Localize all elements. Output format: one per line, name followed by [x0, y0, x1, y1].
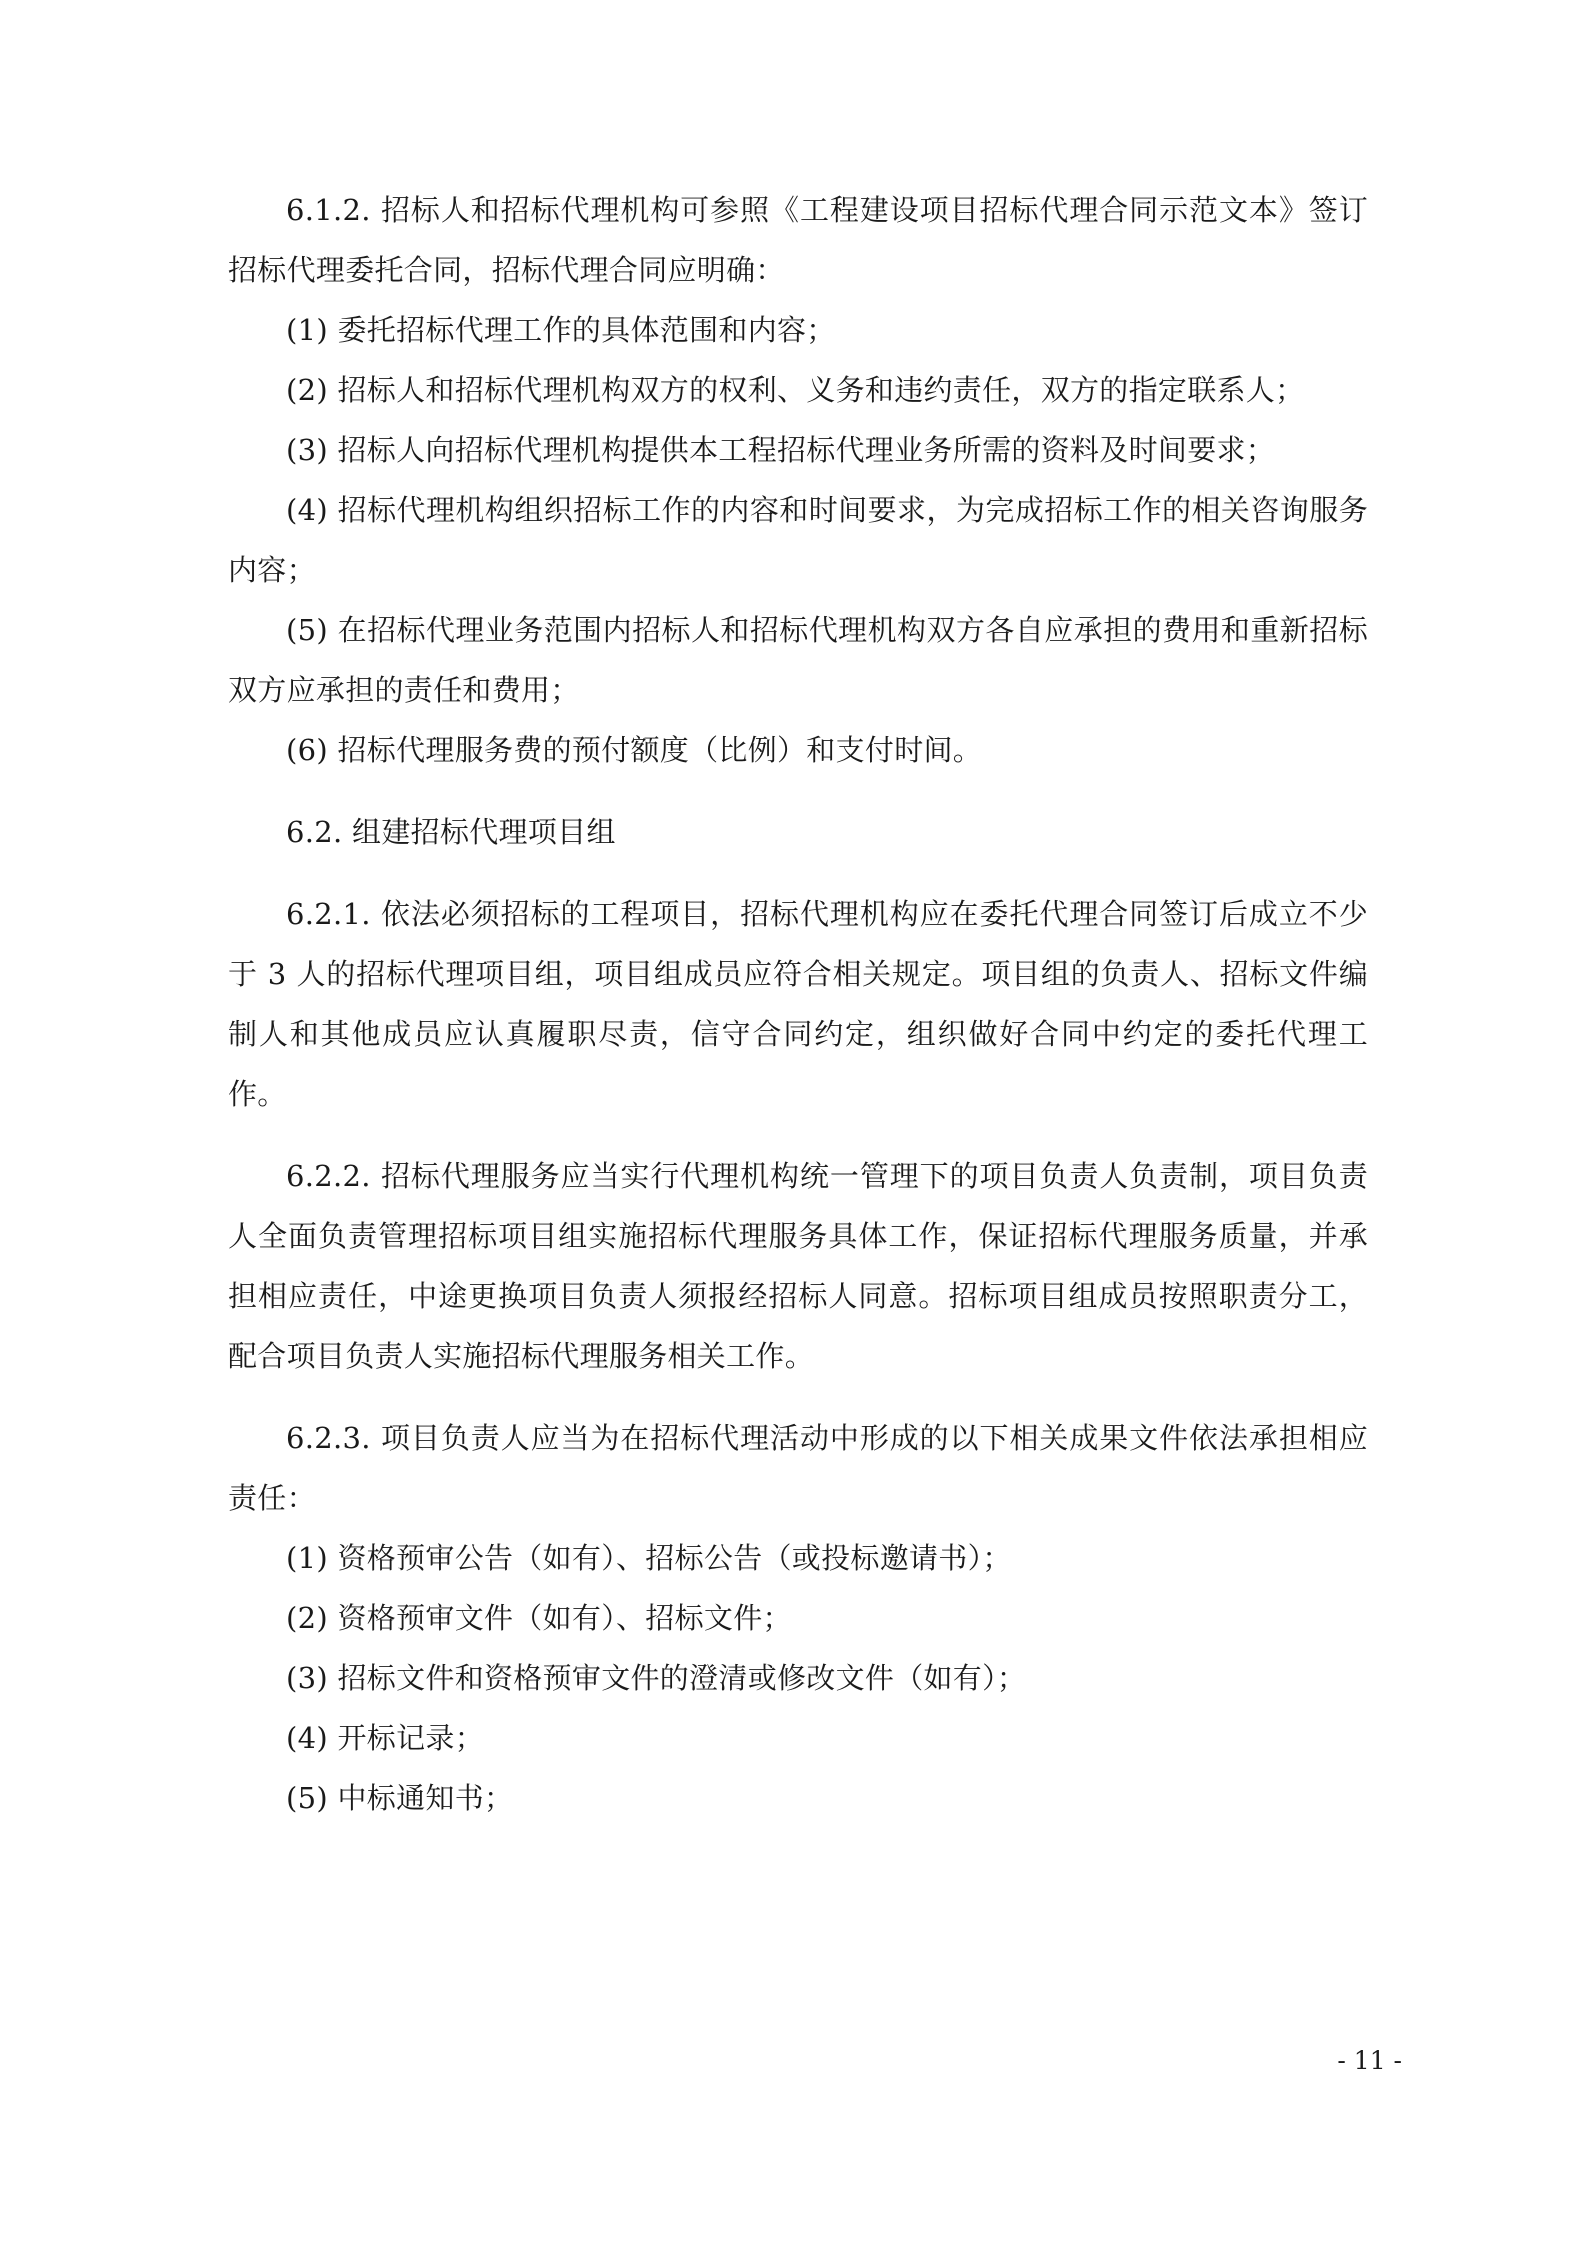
- list-item-6-1-2-1: (1) 委托招标代理工作的具体范围和内容；: [286, 313, 836, 347]
- list-item-6-1-2-6: (6) 招标代理服务费的预付额度（比例）和支付时间。: [286, 733, 983, 767]
- page-number: - 11 -: [1337, 2046, 1402, 2075]
- list-item-6-1-2-3: (3) 招标人向招标代理机构提供本工程招标代理业务所需的资料及时间要求；: [286, 433, 1276, 467]
- list-item-6-2-3-1: (1) 资格预审公告（如有）、招标公告（或投标邀请书）；: [286, 1541, 1012, 1575]
- paragraph-6-1-2: 6.1.2. 招标人和招标代理机构可参照《工程建设项目招标代理合同示范文本》签订招标代理委托合同，招标代理合同应明确：: [228, 193, 1368, 287]
- list-item-6-2-3-2: (2) 资格预审文件（如有）、招标文件；: [286, 1601, 792, 1635]
- list-item-6-2-3-3: (3) 招标文件和资格预审文件的澄清或修改文件（如有）；: [286, 1661, 1027, 1695]
- page-body: [228, 180, 1368, 1828]
- paragraph-6-2-1: 6.2.1. 依法必须招标的工程项目，招标代理机构应在委托代理合同签订后成立不少于 3 人的招标代理项目组，项目组成员应符合相关规定。项目组的负责人、招标文件编制人和其他成员应认真履职尽责，信守合同约定，组织做好合同中约定的委托代理工作。: [228, 897, 1368, 1111]
- list-item-6-2-3-5: (5) 中标通知书；: [286, 1781, 514, 1815]
- heading-6-2: 6.2. 组建招标代理项目组: [286, 815, 616, 849]
- list-item-6-1-2-5: (5) 在招标代理业务范围内招标人和招标代理机构双方各自应承担的费用和重新招标双方应承担的责任和费用；: [228, 613, 1368, 707]
- list-item-6-2-3-4: (4) 开标记录；: [286, 1721, 484, 1755]
- paragraph-6-2-3: 6.2.3. 项目负责人应当为在招标代理活动中形成的以下相关成果文件依法承担相应责任：: [228, 1421, 1368, 1515]
- list-item-6-1-2-4: (4) 招标代理机构组织招标工作的内容和时间要求，为完成招标工作的相关咨询服务内容；: [228, 493, 1368, 587]
- list-item-6-1-2-2: (2) 招标人和招标代理机构双方的权利、义务和违约责任，双方的指定联系人；: [286, 373, 1305, 407]
- paragraph-6-2-2: 6.2.2. 招标代理服务应当实行代理机构统一管理下的项目负责人负责制，项目负责人全面负责管理招标项目组实施招标代理服务具体工作，保证招标代理服务质量，并承担相应责任，中途更换项目负责人须报经招标人同意。招标项目组成员按照职责分工，配合项目负责人实施招标代理服务相关工作。: [228, 1159, 1368, 1373]
